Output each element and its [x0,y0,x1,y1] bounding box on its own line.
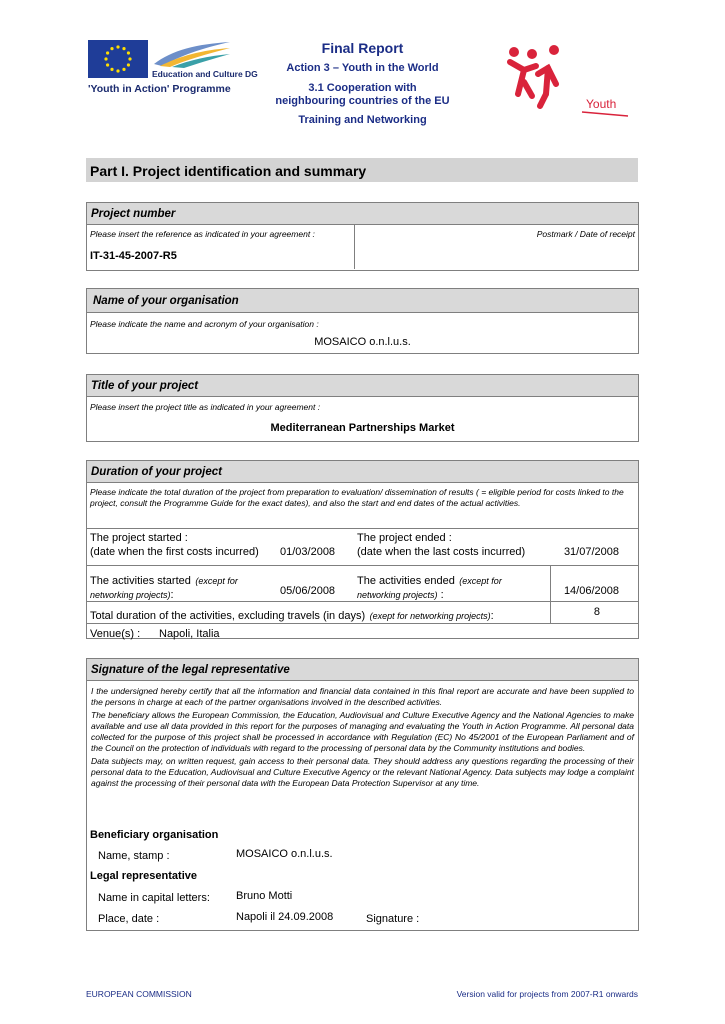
total-duration-value: 8 [593,606,600,618]
postmark-hint: Postmark / Date of receipt [536,229,635,239]
signature-para-2: The beneficiary allows the European Commission, the Education, Audiovisual and Culture Executive Agency and the National Agencies to make available and use all data provided in this report for the purposes of managing and evaluating the Youth in Action Programme. All personal data collected for the purpose of this project shall be processed in accordance with Regulation (EC) No 45/2001 of the European Parliament and of the Council on the protection of individuals with regard to the processing of personal data by the Community institutions and bodies. [91,710,634,753]
started-label-2: (date when the first costs incurred) [90,546,259,558]
act-ended-except-2: networking projects) [357,590,438,600]
name-stamp-label: Name, stamp : [98,850,170,862]
name-stamp-value: MOSAICO o.n.l.u.s. [236,848,333,860]
project-title-section [86,374,639,442]
total-duration-row [87,602,638,624]
act-started-except-2: networking projects) [90,590,171,600]
project-started-value: 01/03/2008 [280,546,336,558]
part-heading-bar [86,158,638,182]
project-number-heading: Project number [87,203,638,225]
beneficiary-heading: Beneficiary organisation [90,829,219,841]
duration-hint-row [87,483,638,529]
training-heading: Training and Networking [298,114,427,126]
started-label-1: The project started : [90,532,188,544]
project-title-value: Mediterranean Partnerships Market [270,422,455,434]
eu-stars-icon [88,40,148,78]
organisation-value: MOSAICO o.n.l.u.s. [314,336,411,348]
organisation-heading: Name of your organisation [87,289,638,313]
cooperation-line1: 3.1 Cooperation with [308,82,417,94]
act-ended-colon: : [437,589,444,601]
divider [550,566,551,601]
organisation-hint: Please indicate the name and acronym of your organisation : [90,319,319,329]
divider [550,602,551,623]
programme-label: 'Youth in Action' Programme [88,83,231,95]
place-date-label: Place, date : [98,913,160,925]
project-title-hint: Please insert the project title as indicated in your agreement : [90,402,321,412]
youth-figures-icon [502,40,632,120]
project-title-heading: Title of your project [87,375,638,397]
activities-started-value: 05/06/2008 [280,585,336,597]
divider [354,225,355,269]
signature-label: Signature : [366,913,420,925]
dg-label: Education and Culture DG [152,69,258,79]
activities-ended-value: 14/06/2008 [563,585,619,597]
dg-swoosh-logo [152,40,232,68]
venue-value: Napoli, Italia [159,628,220,640]
capital-letters-label: Name in capital letters: [98,892,210,904]
duration-hint: Please indicate the total duration of the project from preparation to evaluation/ dissemination of results ( = eligible period for costs linked to the project, consult the Programme Guide for the exact dates), and also the start and end dates of the actual activities. [90,487,624,508]
eu-flag-logo [88,40,148,78]
project-ended-value: 31/07/2008 [563,546,619,558]
project-number-value: IT-31-45-2007-R5 [90,250,177,262]
cooperation-heading [240,82,485,108]
organisation-section [86,288,639,354]
total-duration-colon: : [490,610,494,622]
footer-left: EUROPEAN COMMISSION [86,989,192,999]
report-title: Final Report [321,40,404,56]
cooperation-line2: neighbouring countries of the EU [275,95,450,107]
capital-letters-value: Bruno Motti [236,890,293,902]
footer-right: Version valid for projects from 2007-R1 onwards [456,989,638,999]
total-duration-label: Total duration of the activities, excluding travels (in days) [90,610,366,622]
youth-logo-text: Youth [586,97,617,111]
venue-row [87,624,638,644]
project-number-hint: Please insert the reference as indicated in your agreement : [90,229,315,239]
legal-heading: Legal representative [90,870,197,882]
act-started-label: The activities started [90,575,191,587]
place-date-value: Napoli il 24.09.2008 [236,911,334,923]
signature-section [86,658,639,931]
activity-dates-row [87,566,638,602]
total-duration-except: (exept for networking projects) [369,611,491,621]
ended-label-2: (date when the last costs incurred) [357,546,526,558]
act-started-except-1: (except for [195,576,238,586]
act-ended-except-1: (except for [459,576,502,586]
project-number-section [86,202,639,271]
signature-para-1: I the undersigned hereby certify that all the information and financial data contained in this final report are accurate and have been supplied to the persons in charge at each of the partner organisations involved in the described activities. [91,686,634,707]
duration-heading: Duration of your project [87,461,638,483]
venue-label: Venue(s) : [90,628,141,640]
duration-section [86,460,639,639]
ended-label-1: The project ended : [357,532,452,544]
signature-para-3: Data subjects may, on written request, gain access to their personal data. They should address any questions regarding the processing of their personal data to the Education, Audiovisual and Culture Executive Agency or the relevant National Agency. Data subjects may lodge a complaint against the processing of their personal data with the European Data Protection Supervisor at any time. [91,756,634,788]
part-heading: Part I. Project identification and summary [90,163,367,179]
youth-logo [502,40,632,120]
action-heading: Action 3 – Youth in the World [286,62,439,74]
act-started-colon: : [170,589,174,601]
act-ended-label: The activities ended [357,575,455,587]
project-dates-row [87,529,638,566]
signature-heading: Signature of the legal representative [87,659,638,681]
